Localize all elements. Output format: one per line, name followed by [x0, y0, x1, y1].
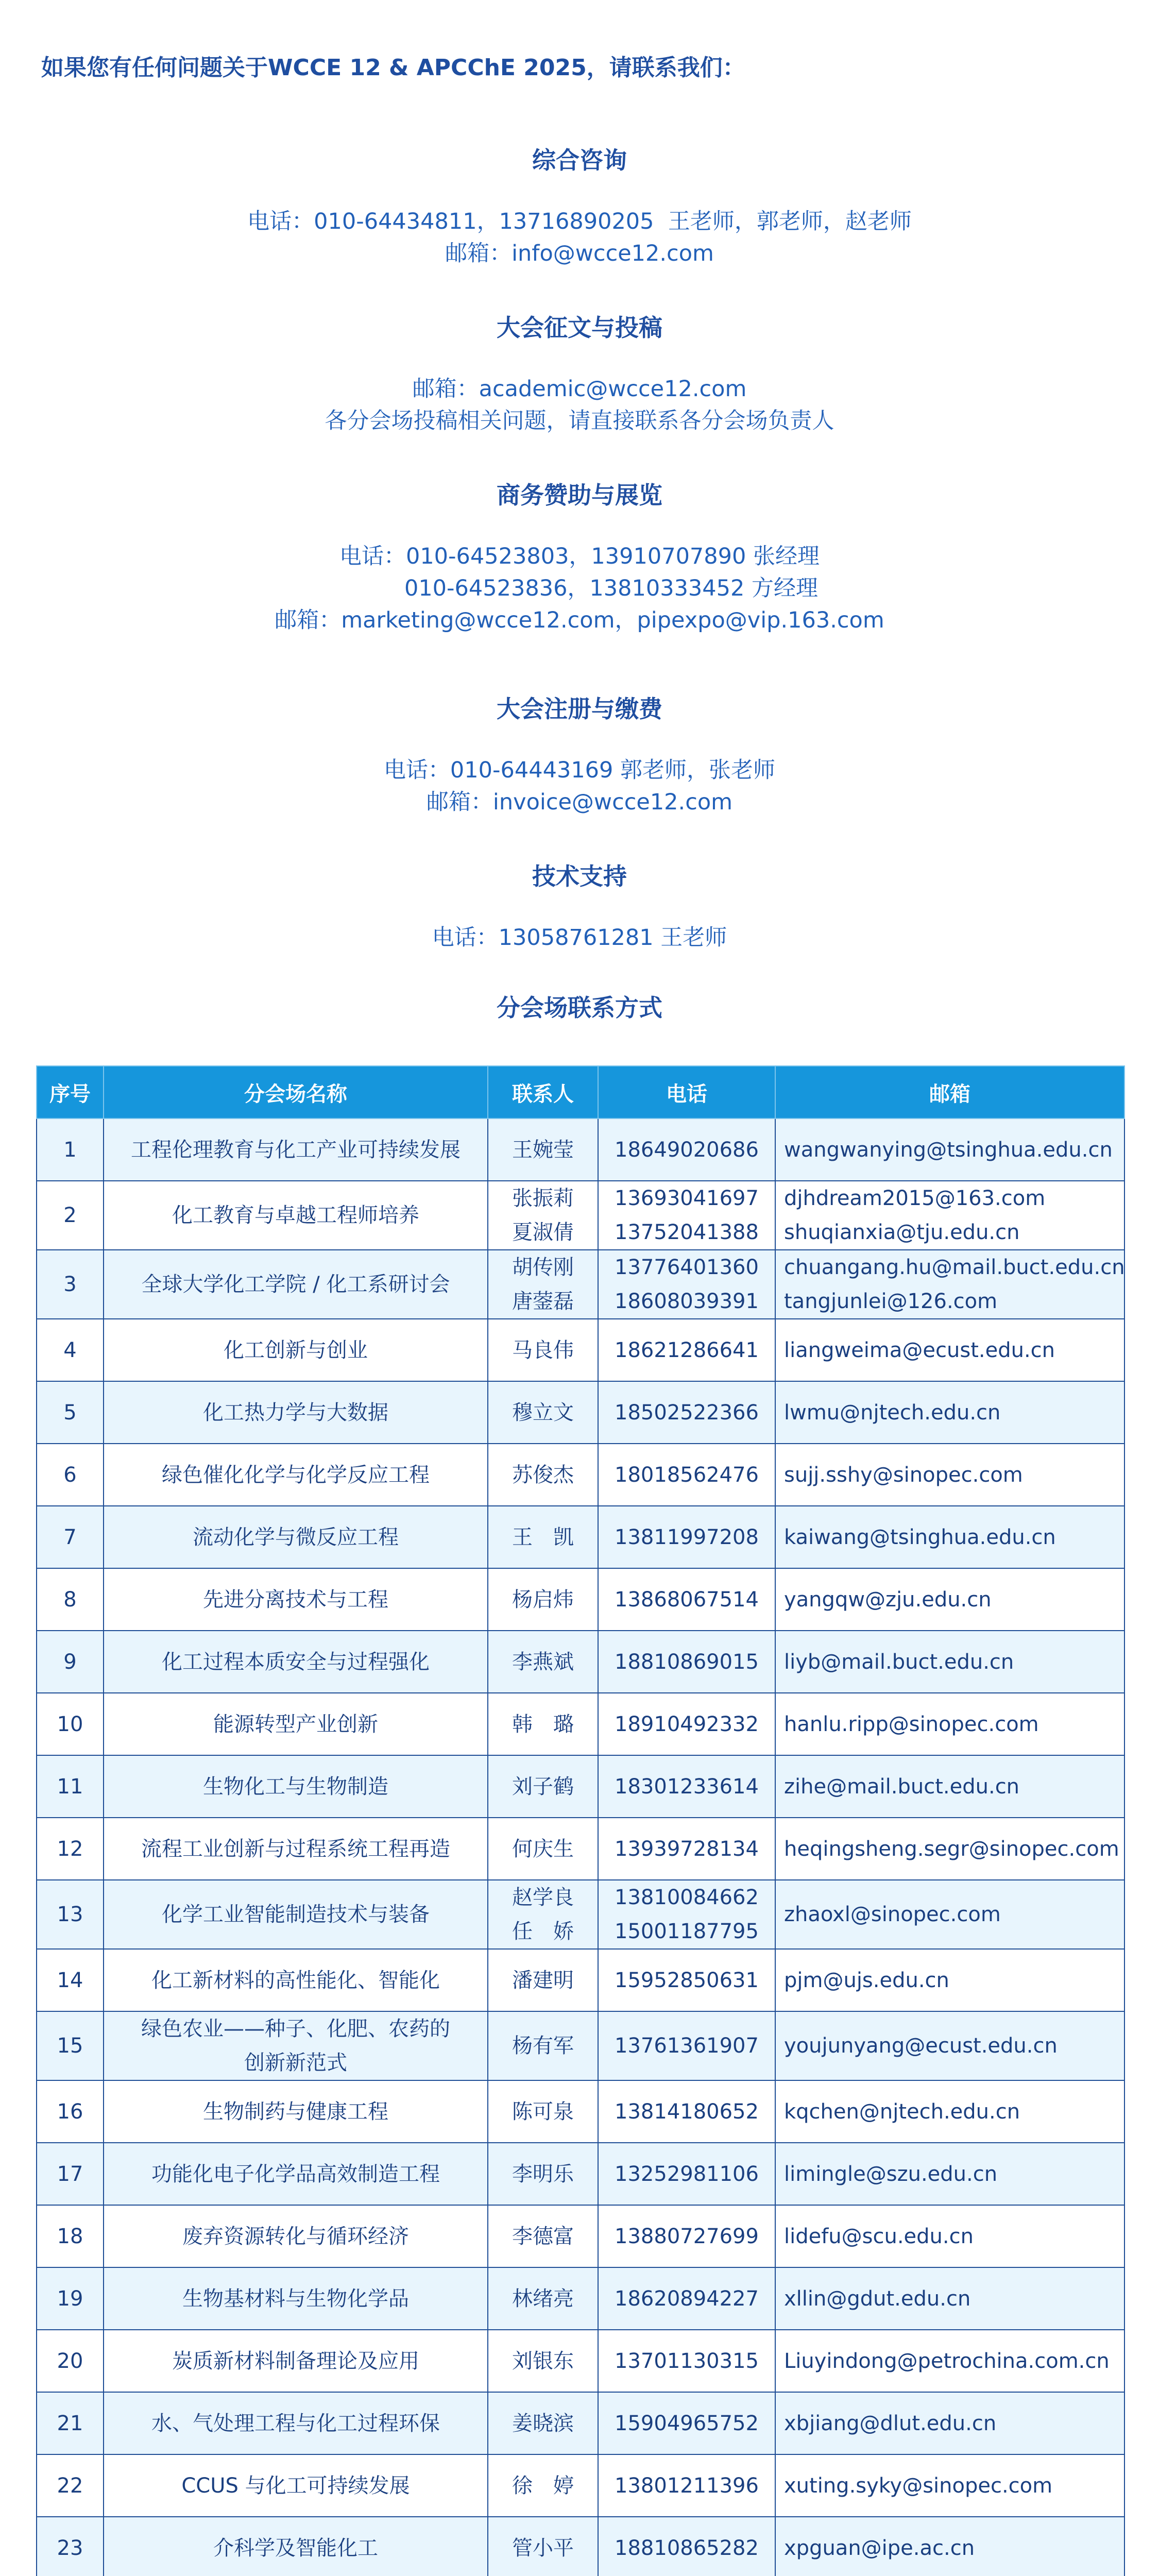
cell-no: 6 — [37, 1444, 104, 1506]
cell-session-line: 废弃资源转化与循环经济 — [182, 2224, 409, 2248]
cell-phone — [598, 1181, 775, 1250]
cell-no: 2 — [37, 1181, 104, 1250]
cell-phone — [598, 2392, 775, 2454]
cell-email-line[interactable]: chuangang.hu@mail.buct.edu.cn — [784, 1256, 1125, 1279]
cell-no: 22 — [37, 2454, 104, 2517]
cell-email-line[interactable]: liangweima@ecust.edu.cn — [784, 1338, 1055, 1362]
cell-email-line[interactable]: lwmu@njtech.edu.cn — [784, 1400, 1001, 1425]
table-row — [37, 1181, 1124, 1250]
table-row — [37, 1118, 1124, 1181]
cell-phone-line: 18502522366 — [615, 1400, 759, 1425]
table-row — [37, 1506, 1124, 1568]
cell-session-line: 工程伦理教育与化工产业可持续发展 — [131, 1138, 461, 1162]
cell-email — [775, 1631, 1124, 1693]
section-line: 邮箱：info@wcce12.com — [445, 241, 714, 266]
cell-contact-line: 潘建明 — [512, 1968, 574, 1992]
cell-no: 11 — [37, 1755, 104, 1818]
cell-session-line: 化工创新与创业 — [224, 1338, 368, 1362]
header-phone: 电话 — [598, 1066, 775, 1118]
cell-phone-line: 13880727699 — [615, 2224, 759, 2248]
cell-contact-line: 李明乐 — [512, 2162, 574, 2186]
cell-no: 7 — [37, 1506, 104, 1568]
cell-session-line: 流动化学与微反应工程 — [193, 1525, 399, 1549]
cell-phone — [598, 2454, 775, 2517]
header-email: 邮箱 — [775, 1066, 1124, 1118]
cell-phone — [598, 2080, 775, 2143]
cell-no: 5 — [37, 1381, 104, 1444]
cell-phone-line: 15001187795 — [615, 1920, 759, 1943]
table-row — [37, 1568, 1124, 1631]
cell-session-line: 功能化电子化学品高效制造工程 — [151, 2162, 440, 2186]
cell-phone — [598, 1568, 775, 1631]
section-title: 综合咨询 — [532, 146, 627, 174]
cell-session — [104, 1949, 488, 2011]
cell-email — [775, 2143, 1124, 2205]
section-line: 邮箱：invoice@wcce12.com — [426, 789, 733, 815]
cell-email — [775, 2205, 1124, 2267]
cell-email — [775, 1381, 1124, 1444]
cell-no: 14 — [37, 1949, 104, 2011]
cell-email-line[interactable]: wangwanying@tsinghua.edu.cn — [784, 1138, 1113, 1162]
cell-session-line: 能源转型产业创新 — [213, 1712, 378, 1736]
cell-phone — [598, 1949, 775, 2011]
cell-phone — [598, 1755, 775, 1818]
table-body — [37, 1118, 1124, 2576]
table-row — [37, 2080, 1124, 2143]
table-row — [37, 2267, 1124, 2330]
cell-phone-line: 18621286641 — [615, 1338, 759, 1362]
cell-contact-line: 苏俊杰 — [512, 1463, 574, 1487]
cell-session — [104, 1319, 488, 1381]
section-line: 邮箱：academic@wcce12.com — [412, 376, 747, 402]
header-session: 分会场名称 — [104, 1066, 488, 1118]
cell-session — [104, 1444, 488, 1506]
cell-phone-line: 13693041697 — [615, 1187, 759, 1210]
cell-session-line: 生物基材料与生物化学品 — [182, 2286, 409, 2311]
cell-phone-line: 13814180652 — [615, 2099, 759, 2124]
cell-email-line[interactable]: xbjiang@dlut.edu.cn — [784, 2411, 997, 2435]
cell-no: 23 — [37, 2517, 104, 2576]
cell-no: 15 — [37, 2011, 104, 2080]
cell-phone — [598, 1118, 775, 1181]
cell-email — [775, 2517, 1124, 2576]
cell-phone — [598, 1693, 775, 1755]
cell-email — [775, 2267, 1124, 2330]
cell-contact-line: 胡传刚 — [512, 1256, 574, 1279]
cell-phone-line: 18620894227 — [615, 2286, 759, 2311]
cell-session-line: 绿色催化化学与化学反应工程 — [162, 1463, 430, 1487]
cell-phone-line: 15952850631 — [615, 1968, 759, 1992]
cell-contact — [488, 1880, 598, 1949]
cell-contact — [488, 1381, 598, 1444]
cell-email-line[interactable]: djhdream2015@163.com — [784, 1187, 1046, 1210]
cell-contact-line: 林绪亮 — [512, 2286, 574, 2311]
cell-phone — [598, 1506, 775, 1568]
table-row — [37, 2205, 1124, 2267]
cell-session — [104, 1381, 488, 1444]
table-title: 分会场联系方式 — [497, 994, 662, 1022]
cell-phone — [598, 1250, 775, 1319]
cell-email-line[interactable]: tangjunlei@126.com — [784, 1290, 998, 1313]
cell-contact-line: 韩 璐 — [512, 1712, 574, 1736]
table-row — [37, 2517, 1124, 2576]
cell-contact-line: 刘子鹤 — [512, 1774, 574, 1799]
cell-contact — [488, 1693, 598, 1755]
cell-session-line: CCUS 与化工可持续发展 — [181, 2473, 410, 2498]
cell-phone-line: 15904965752 — [615, 2411, 759, 2435]
cell-phone-line: 18810865282 — [615, 2536, 759, 2560]
cell-session-line: 化工过程本质安全与过程强化 — [162, 1650, 430, 1674]
cell-contact-line: 徐 婷 — [512, 2473, 574, 2498]
cell-contact-line: 姜晓滨 — [512, 2411, 574, 2435]
cell-session — [104, 1631, 488, 1693]
cell-session — [104, 1693, 488, 1755]
cell-contact-line: 王 凯 — [512, 1525, 574, 1549]
cell-no: 20 — [37, 2330, 104, 2392]
cell-email — [775, 1506, 1124, 1568]
cell-phone-line: 13701130315 — [615, 2349, 759, 2373]
cell-no: 3 — [37, 1250, 104, 1319]
cell-contact — [488, 1818, 598, 1880]
cell-session — [104, 2330, 488, 2392]
cell-session-line: 先进分离技术与工程 — [203, 1587, 388, 1612]
cell-session — [104, 1250, 488, 1319]
cell-contact — [488, 2143, 598, 2205]
section-sponsorship — [0, 477, 1159, 636]
cell-session-line: 介科学及智能化工 — [213, 2536, 378, 2560]
cell-no: 18 — [37, 2205, 104, 2267]
cell-email — [775, 1818, 1124, 1880]
cell-session — [104, 1118, 488, 1181]
cell-contact-line: 张振莉 — [512, 1187, 574, 1210]
table-row — [37, 1818, 1124, 1880]
cell-no: 17 — [37, 2143, 104, 2205]
cell-email-line[interactable]: yangqw@zju.edu.cn — [784, 1587, 992, 1612]
table-header-row — [37, 1066, 1124, 1118]
cell-email-line[interactable]: zihe@mail.buct.edu.cn — [784, 1774, 1020, 1799]
table-row — [37, 2011, 1124, 2080]
cell-contact — [488, 2330, 598, 2392]
cell-phone-line: 18301233614 — [615, 1774, 759, 1799]
cell-phone-line: 18910492332 — [615, 1712, 759, 1736]
cell-contact-line: 穆立文 — [512, 1400, 574, 1425]
cell-no: 21 — [37, 2392, 104, 2454]
section-registration — [0, 690, 1159, 818]
cell-email-line[interactable]: youjunyang@ecust.edu.cn — [784, 2034, 1058, 2058]
cell-email — [775, 2330, 1124, 2392]
section-papers — [0, 309, 1159, 437]
cell-contact — [488, 2011, 598, 2080]
table-row — [37, 1381, 1124, 1444]
section-line: 邮箱：marketing@wcce12.com，pipexpo@vip.163.com — [275, 607, 884, 633]
cell-session-line: 炭质新材料制备理论及应用 — [172, 2349, 419, 2373]
table-row — [37, 1693, 1124, 1755]
cell-phone-line: 13752041388 — [615, 1221, 759, 1244]
cell-no: 4 — [37, 1319, 104, 1381]
cell-contact — [488, 1755, 598, 1818]
table-row — [37, 2392, 1124, 2454]
cell-contact — [488, 2080, 598, 2143]
cell-email-line[interactable]: shuqianxia@tju.edu.cn — [784, 1221, 1020, 1244]
cell-phone — [598, 1818, 775, 1880]
cell-email-line[interactable]: hanlu.ripp@sinopec.com — [784, 1712, 1039, 1736]
cell-phone — [598, 2267, 775, 2330]
cell-email-line[interactable]: pjm@ujs.edu.cn — [784, 1968, 949, 1992]
cell-phone-line: 13810084662 — [615, 1886, 759, 1909]
cell-contact — [488, 1319, 598, 1381]
cell-phone — [598, 2517, 775, 2576]
cell-contact-line: 夏淑倩 — [512, 1221, 574, 1244]
cell-no: 19 — [37, 2267, 104, 2330]
cell-phone — [598, 1880, 775, 1949]
cell-contact-line: 陈可泉 — [512, 2099, 574, 2124]
cell-session-line: 全球大学化工学院 / 化工系研讨会 — [141, 1273, 450, 1296]
cell-session-line: 化工热力学与大数据 — [203, 1400, 388, 1425]
section-title: 商务赞助与展览 — [497, 481, 662, 509]
cell-email-line[interactable]: kaiwang@tsinghua.edu.cn — [784, 1525, 1056, 1549]
cell-email-line[interactable]: liyb@mail.buct.edu.cn — [784, 1650, 1014, 1674]
cell-email-line[interactable]: limingle@szu.edu.cn — [784, 2162, 998, 2186]
table-row — [37, 1319, 1124, 1381]
cell-contact-line: 马良伟 — [512, 1338, 574, 1362]
cell-email — [775, 1250, 1124, 1319]
section-title: 技术支持 — [532, 862, 627, 890]
cell-email — [775, 1444, 1124, 1506]
cell-session — [104, 1880, 488, 1949]
cell-contact-line: 何庆生 — [512, 1837, 574, 1861]
table-row — [37, 1250, 1124, 1319]
table-row — [37, 1755, 1124, 1818]
cell-contact — [488, 2267, 598, 2330]
cell-email — [775, 2011, 1124, 2080]
cell-contact — [488, 1181, 598, 1250]
header-contact: 联系人 — [488, 1066, 598, 1118]
cell-phone — [598, 2011, 775, 2080]
cell-phone-line: 13868067514 — [615, 1587, 759, 1612]
cell-contact-line: 李燕斌 — [512, 1650, 574, 1674]
cell-session-line: 化工教育与卓越工程师培养 — [172, 1204, 419, 1227]
cell-email — [775, 2080, 1124, 2143]
intro-text: 如果您有任何问题关于WCCE 12 & APCChE 2025，请联系我们： — [41, 55, 745, 81]
cell-email — [775, 1118, 1124, 1181]
cell-email — [775, 1693, 1124, 1755]
cell-phone — [598, 1631, 775, 1693]
section-title: 大会征文与投稿 — [497, 314, 662, 342]
header-no: 序号 — [37, 1066, 104, 1118]
cell-email-line[interactable]: heqingsheng.segr@sinopec.com — [784, 1837, 1119, 1861]
cell-email — [775, 1755, 1124, 1818]
cell-session — [104, 2080, 488, 2143]
cell-phone-line: 13939728134 — [615, 1837, 759, 1861]
section-line: 电话：010-64523803，13910707890 张经理 — [339, 544, 820, 569]
cell-email-line[interactable]: sujj.sshy@sinopec.com — [784, 1463, 1023, 1487]
cell-contact-line: 唐蓥磊 — [512, 1290, 574, 1313]
cell-phone — [598, 1381, 775, 1444]
section-line: 电话：010-64434811，13716890205 王老师，郭老师，赵老师 — [247, 209, 912, 234]
cell-contact — [488, 2517, 598, 2576]
cell-session-line: 化学工业智能制造技术与装备 — [162, 1903, 430, 1926]
cell-phone-line: 13776401360 — [615, 1256, 759, 1279]
cell-contact-line: 王婉莹 — [512, 1138, 574, 1162]
cell-phone-line: 18608039391 — [615, 1290, 759, 1313]
cell-contact — [488, 1118, 598, 1181]
cell-phone-line: 13801211396 — [615, 2473, 759, 2498]
cell-no: 10 — [37, 1693, 104, 1755]
cell-no: 16 — [37, 2080, 104, 2143]
cell-session-line: 生物制药与健康工程 — [203, 2099, 388, 2124]
table-row — [37, 1631, 1124, 1693]
cell-phone-line: 18018562476 — [615, 1463, 759, 1487]
cell-email — [775, 1949, 1124, 2011]
cell-contact — [488, 1506, 598, 1568]
cell-contact — [488, 1444, 598, 1506]
cell-contact — [488, 2454, 598, 2517]
section-line: 电话：010-64443169 郭老师，张老师 — [383, 757, 776, 783]
table-row — [37, 1949, 1124, 2011]
cell-phone-line: 18810869015 — [615, 1650, 759, 1674]
sessions-table — [36, 1065, 1125, 2576]
cell-contact — [488, 1631, 598, 1693]
cell-contact — [488, 2392, 598, 2454]
cell-contact-line: 赵学良 — [512, 1886, 574, 1909]
section-title: 大会注册与缴费 — [497, 695, 662, 723]
cell-session-line: 流程工业创新与过程系统工程再造 — [141, 1837, 450, 1861]
table-row — [37, 1444, 1124, 1506]
cell-session-line: 绿色农业——种子、化肥、农药的 — [141, 2017, 450, 2041]
cell-phone-line: 18649020686 — [615, 1138, 759, 1162]
cell-email — [775, 1568, 1124, 1631]
cell-email-line[interactable]: xpguan@ipe.ac.cn — [784, 2536, 975, 2560]
cell-contact-line: 管小平 — [512, 2536, 574, 2560]
cell-phone — [598, 2143, 775, 2205]
cell-phone — [598, 1444, 775, 1506]
cell-phone-line: 13761361907 — [615, 2034, 759, 2058]
cell-phone-line: 13811997208 — [615, 1525, 759, 1549]
cell-no: 9 — [37, 1631, 104, 1693]
table-row — [37, 2454, 1124, 2517]
cell-session — [104, 2205, 488, 2267]
cell-contact — [488, 1949, 598, 2011]
cell-session-line: 生物化工与生物制造 — [203, 1774, 388, 1799]
cell-session — [104, 2143, 488, 2205]
cell-email-line[interactable]: xuting.syky@sinopec.com — [784, 2473, 1053, 2498]
cell-email-line[interactable]: xllin@gdut.edu.cn — [784, 2286, 971, 2311]
cell-email — [775, 2454, 1124, 2517]
table-row — [37, 1880, 1124, 1949]
cell-email — [775, 1880, 1124, 1949]
cell-session — [104, 1181, 488, 1250]
cell-session — [104, 2267, 488, 2330]
cell-email — [775, 1181, 1124, 1250]
cell-contact — [488, 1250, 598, 1319]
cell-phone-line: 13252981106 — [615, 2162, 759, 2186]
cell-session — [104, 1506, 488, 1568]
cell-session — [104, 2392, 488, 2454]
cell-email-line[interactable]: zhaoxl@sinopec.com — [784, 1903, 1001, 1926]
section-general-inquiry — [0, 142, 1159, 269]
cell-contact-line: 李德富 — [512, 2224, 574, 2248]
cell-email — [775, 1319, 1124, 1381]
cell-phone — [598, 2205, 775, 2267]
cell-email-line[interactable]: kqchen@njtech.edu.cn — [784, 2099, 1020, 2124]
section-line: 010-64523836，13810333452 方经理 — [340, 575, 819, 601]
table-row — [37, 2143, 1124, 2205]
cell-contact-line: 刘银东 — [512, 2349, 574, 2373]
cell-session — [104, 1755, 488, 1818]
cell-email-line[interactable]: lidefu@scu.edu.cn — [784, 2224, 974, 2248]
cell-phone — [598, 2330, 775, 2392]
cell-no: 12 — [37, 1818, 104, 1880]
cell-session — [104, 2011, 488, 2080]
cell-phone — [598, 1319, 775, 1381]
cell-no: 13 — [37, 1880, 104, 1949]
cell-session — [104, 2517, 488, 2576]
section-line: 电话：13058761281 王老师 — [432, 925, 727, 951]
cell-session — [104, 2454, 488, 2517]
cell-contact-line: 任 娇 — [512, 1920, 574, 1943]
cell-email-line[interactable]: Liuyindong@petrochina.com.cn — [784, 2349, 1110, 2373]
cell-session — [104, 1568, 488, 1631]
section-tech-support — [0, 858, 1159, 954]
cell-session-line: 创新新范式 — [244, 2051, 347, 2075]
section-line: 各分会场投稿相关问题，请直接联系各分会场负责人 — [325, 408, 834, 434]
cell-session — [104, 1818, 488, 1880]
cell-email — [775, 2392, 1124, 2454]
cell-contact-line: 杨启炜 — [512, 1587, 574, 1612]
cell-contact — [488, 2205, 598, 2267]
table-row — [37, 2330, 1124, 2392]
cell-session-line: 化工新材料的高性能化、智能化 — [151, 1968, 440, 1992]
cell-no: 1 — [37, 1118, 104, 1181]
cell-contact — [488, 1568, 598, 1631]
cell-no: 8 — [37, 1568, 104, 1631]
cell-session-line: 水、气处理工程与化工过程环保 — [151, 2411, 440, 2435]
cell-contact-line: 杨有军 — [512, 2034, 574, 2058]
